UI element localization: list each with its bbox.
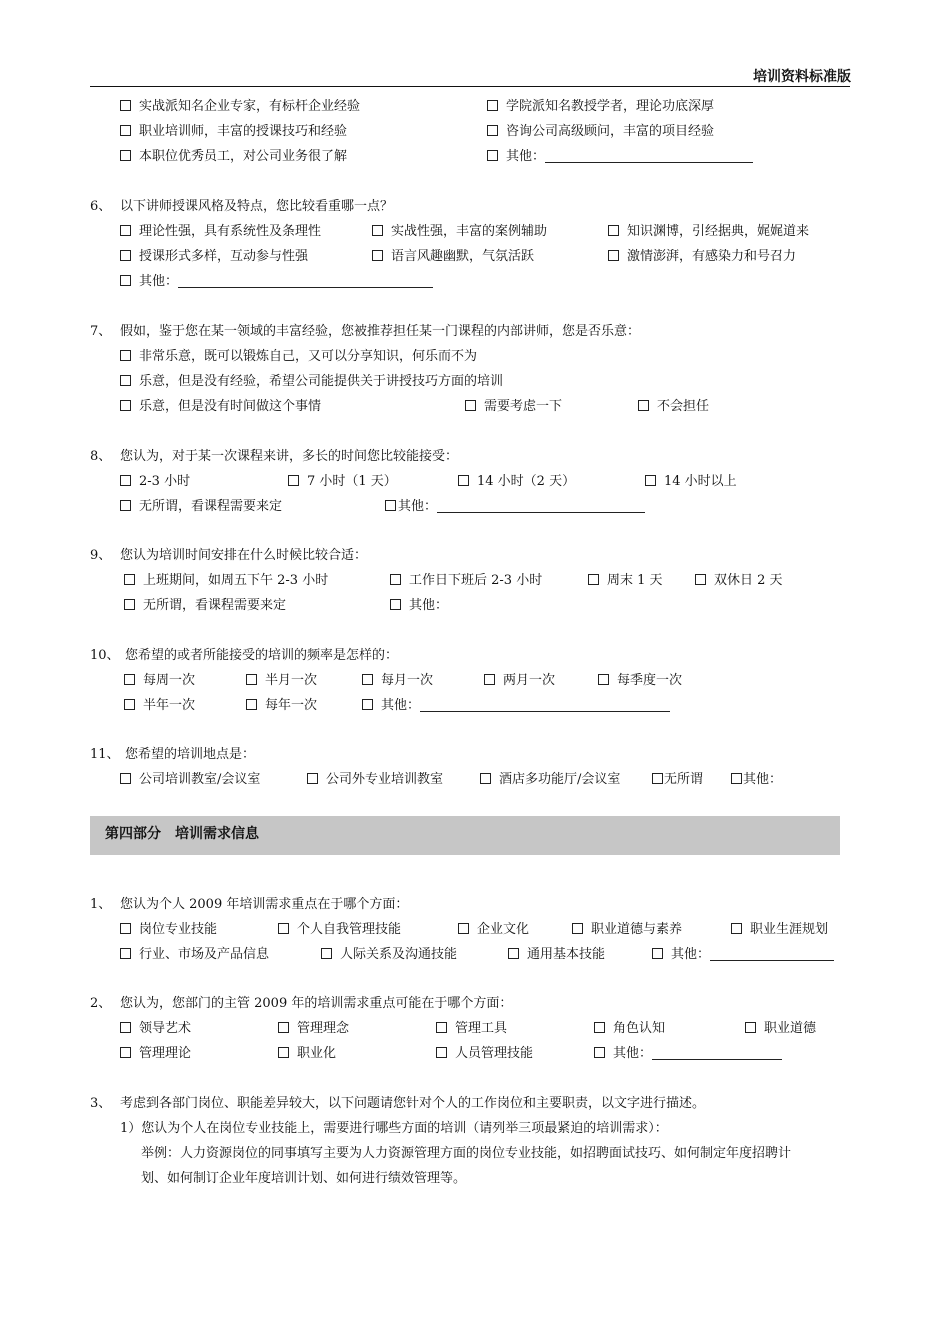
- checkbox-icon[interactable]: [588, 574, 599, 585]
- question-7: 7、 假如，鉴于您在某一领域的丰富经验，您被推荐担任某一门课程的内部讲师，您是否乐意：: [90, 324, 641, 339]
- checkbox-icon[interactable]: [124, 574, 135, 585]
- q11-option-4[interactable]: 无所谓: [652, 771, 703, 789]
- checkbox-icon[interactable]: [278, 1047, 289, 1058]
- q8-option-3[interactable]: 14 小时（2 天）: [458, 473, 575, 491]
- q6-option-6[interactable]: 激情澎湃，有感染力和号召力: [608, 248, 796, 266]
- s4q1-option-4[interactable]: 职业道德与素养: [572, 921, 682, 939]
- q7-option-2[interactable]: 乐意，但是没有经验，希望公司能提供关于讲授技巧方面的培训: [120, 373, 503, 391]
- checkbox-icon[interactable]: [652, 948, 663, 959]
- checkbox-icon[interactable]: [120, 1022, 131, 1033]
- fill-in-blank[interactable]: [420, 698, 670, 712]
- checkbox-icon[interactable]: [465, 400, 476, 411]
- checkbox-icon[interactable]: [436, 1047, 447, 1058]
- checkbox-icon[interactable]: [246, 674, 257, 685]
- q8-option-4[interactable]: 14 小时以上: [645, 473, 737, 491]
- checkbox-icon[interactable]: [695, 574, 706, 585]
- checkbox-icon[interactable]: [608, 250, 619, 261]
- q11-option-3[interactable]: 酒店多功能厅/会议室: [480, 771, 620, 789]
- q10-option-1[interactable]: 每周一次: [124, 672, 195, 690]
- s4-question-2: 2、 您认为，您部门的主管 2009 年的培训需求重点可能在于哪个方面：: [90, 996, 513, 1011]
- s4q3-example-line-2: 划、如何制订企业年度培训计划、如何进行绩效管理等。: [141, 1171, 467, 1186]
- q8-option-5[interactable]: 无所谓，看课程需要来定: [120, 498, 282, 516]
- q10-option-3[interactable]: 每月一次: [362, 672, 433, 690]
- question-9: 9、 您认为培训时间安排在什么时候比较合适：: [90, 548, 368, 563]
- checkbox-icon[interactable]: [124, 699, 135, 710]
- q5-option-1[interactable]: 实战派知名企业专家，有标杆企业经验: [120, 98, 360, 116]
- checkbox-icon[interactable]: [362, 674, 373, 685]
- q6-option-3[interactable]: 知识渊博，引经据典，娓娓道来: [608, 223, 809, 241]
- checkbox-icon[interactable]: [645, 475, 656, 486]
- checkbox-icon[interactable]: [508, 948, 519, 959]
- q9-option-1[interactable]: 上班期间，如周五下午 2-3 小时: [124, 572, 328, 590]
- q10-option-5[interactable]: 每季度一次: [598, 672, 682, 690]
- fill-in-blank[interactable]: [178, 274, 433, 288]
- checkbox-icon[interactable]: [731, 923, 742, 934]
- s4q1-option-6[interactable]: 行业、市场及产品信息: [120, 946, 269, 964]
- q9-option-5[interactable]: 无所谓，看课程需要来定: [124, 597, 286, 615]
- q7-option-5[interactable]: 不会担任: [638, 398, 709, 416]
- q6-option-2[interactable]: 实战性强，丰富的案例辅助: [372, 223, 547, 241]
- checkbox-icon[interactable]: [120, 923, 131, 934]
- section-title: 第四部分 培训需求信息: [105, 826, 259, 842]
- s4q2-option-other[interactable]: 其他：: [594, 1045, 782, 1063]
- s4q1-option-2[interactable]: 个人自我管理技能: [278, 921, 401, 939]
- checkbox-icon[interactable]: [120, 275, 131, 286]
- checkbox-icon[interactable]: [124, 599, 135, 610]
- q5-option-3[interactable]: 职业培训师，丰富的授课技巧和经验: [120, 123, 347, 141]
- q7-option-1[interactable]: 非常乐意，既可以锻炼自己，又可以分享知识，何乐而不为: [120, 348, 477, 366]
- checkbox-icon[interactable]: [120, 948, 131, 959]
- s4q1-option-7[interactable]: 人际关系及沟通技能: [321, 946, 457, 964]
- question-8: 8、 您认为，对于某一次课程来讲，多长的时间您比较能接受：: [90, 449, 459, 464]
- checkbox-icon[interactable]: [307, 773, 318, 784]
- checkbox-icon[interactable]: [120, 350, 131, 361]
- checkbox-icon[interactable]: [385, 500, 396, 511]
- q9-option-other[interactable]: 其他：: [390, 597, 448, 615]
- q10-option-7[interactable]: 每年一次: [246, 697, 317, 715]
- checkbox-icon[interactable]: [120, 125, 131, 136]
- question-10: 10、 您希望的或者所能接受的培训的频率是怎样的：: [90, 648, 399, 663]
- checkbox-icon[interactable]: [120, 1047, 131, 1058]
- checkbox-icon[interactable]: [120, 500, 131, 511]
- q11-option-2[interactable]: 公司外专业培训教室: [307, 771, 443, 789]
- q6-option-4[interactable]: 授课形式多样，互动参与性强: [120, 248, 308, 266]
- q8-option-1[interactable]: 2-3 小时: [120, 473, 190, 491]
- s4q2-option-5[interactable]: 职业道德: [745, 1020, 816, 1038]
- checkbox-icon[interactable]: [362, 699, 373, 710]
- checkbox-icon[interactable]: [487, 100, 498, 111]
- checkbox-icon[interactable]: [246, 699, 257, 710]
- checkbox-icon[interactable]: [480, 773, 491, 784]
- checkbox-icon[interactable]: [390, 599, 401, 610]
- q5-option-5[interactable]: 本职位优秀员工，对公司业务很了解: [120, 148, 347, 166]
- q7-option-4[interactable]: 需要考虑一下: [465, 398, 562, 416]
- checkbox-icon[interactable]: [652, 773, 663, 784]
- checkbox-icon[interactable]: [120, 250, 131, 261]
- q9-option-2[interactable]: 工作日下班后 2-3 小时: [390, 572, 542, 590]
- q10-option-4[interactable]: 两月一次: [484, 672, 555, 690]
- checkbox-icon[interactable]: [120, 375, 131, 386]
- s4q2-option-2[interactable]: 管理理念: [278, 1020, 349, 1038]
- q11-option-1[interactable]: 公司培训教室/会议室: [120, 771, 260, 789]
- checkbox-icon[interactable]: [731, 773, 742, 784]
- s4q1-option-other[interactable]: 其他：: [652, 946, 834, 964]
- s4q1-option-3[interactable]: 企业文化: [458, 921, 529, 939]
- s4q2-option-6[interactable]: 管理理论: [120, 1045, 191, 1063]
- q8-option-2[interactable]: 7 小时（1 天）: [288, 473, 397, 491]
- q9-option-4[interactable]: 双休日 2 天: [695, 572, 783, 590]
- q5-option-other[interactable]: 其他：: [487, 148, 753, 166]
- checkbox-icon[interactable]: [436, 1022, 447, 1033]
- s4q2-option-7[interactable]: 职业化: [278, 1045, 336, 1063]
- s4q2-option-4[interactable]: 角色认知: [594, 1020, 665, 1038]
- q10-option-other[interactable]: 其他：: [362, 697, 670, 715]
- s4q3-subquestion-1: 1）您认为个人在岗位专业技能上，需要进行哪些方面的培训（请列举三项最紧迫的培训需求）：: [120, 1121, 668, 1136]
- q5-option-2[interactable]: 学院派知名教授学者，理论功底深厚: [487, 98, 714, 116]
- fill-in-blank[interactable]: [437, 499, 645, 513]
- checkbox-icon[interactable]: [594, 1047, 605, 1058]
- s4q1-option-1[interactable]: 岗位专业技能: [120, 921, 217, 939]
- q9-option-3[interactable]: 周末 1 天: [588, 572, 663, 590]
- checkbox-icon[interactable]: [120, 773, 131, 784]
- question-11: 11、 您希望的培训地点是：: [90, 747, 256, 762]
- s4q1-option-8[interactable]: 通用基本技能: [508, 946, 605, 964]
- q6-option-1[interactable]: 理论性强，具有系统性及条理性: [120, 223, 321, 241]
- document-header-title: 培训资料标准版: [753, 69, 851, 85]
- fill-in-blank[interactable]: [545, 149, 753, 163]
- checkbox-icon[interactable]: [745, 1022, 756, 1033]
- s4q2-option-8[interactable]: 人员管理技能: [436, 1045, 533, 1063]
- checkbox-icon[interactable]: [608, 225, 619, 236]
- checkbox-icon[interactable]: [120, 100, 131, 111]
- s4q3-example-line-1: 举例：人力资源岗位的同事填写主要为人力资源管理方面的岗位专业技能，如招聘面试技巧、如何制定年度招聘计: [141, 1146, 792, 1161]
- q8-option-other[interactable]: 其他：: [385, 498, 645, 516]
- checkbox-icon[interactable]: [487, 150, 498, 161]
- q7-option-3[interactable]: 乐意，但是没有时间做这个事情: [120, 398, 321, 416]
- header-divider: [90, 86, 850, 87]
- checkbox-icon[interactable]: [120, 150, 131, 161]
- checkbox-icon[interactable]: [278, 923, 289, 934]
- checkbox-icon[interactable]: [124, 674, 135, 685]
- fill-in-blank[interactable]: [710, 947, 834, 961]
- checkbox-icon[interactable]: [594, 1022, 605, 1033]
- checkbox-icon[interactable]: [372, 225, 383, 236]
- s4-question-3: 3、 考虑到各部门岗位、职能差异较大，以下问题请您针对个人的工作岗位和主要职责，以文字进行描述。: [90, 1096, 706, 1111]
- q6-option-5[interactable]: 语言风趣幽默，气氛活跃: [372, 248, 534, 266]
- checkbox-icon[interactable]: [278, 1022, 289, 1033]
- checkbox-icon[interactable]: [120, 225, 131, 236]
- q10-option-2[interactable]: 半月一次: [246, 672, 317, 690]
- q11-option-other[interactable]: 其他：: [731, 771, 782, 789]
- checkbox-icon[interactable]: [484, 674, 495, 685]
- fill-in-blank[interactable]: [652, 1046, 782, 1060]
- checkbox-icon[interactable]: [458, 475, 469, 486]
- checkbox-icon[interactable]: [638, 400, 649, 411]
- checkbox-icon[interactable]: [390, 574, 401, 585]
- q5-option-4[interactable]: 咨询公司高级顾问，丰富的项目经验: [487, 123, 714, 141]
- q10-option-6[interactable]: 半年一次: [124, 697, 195, 715]
- question-6: 6、 以下讲师授课风格及特点，您比较看重哪一点？: [90, 199, 394, 214]
- checkbox-icon[interactable]: [487, 125, 498, 136]
- s4-question-1: 1、 您认为个人 2009 年培训需求重点在于哪个方面：: [90, 897, 409, 912]
- checkbox-icon[interactable]: [288, 475, 299, 486]
- q6-option-other[interactable]: 其他：: [120, 273, 433, 291]
- s4q1-option-5[interactable]: 职业生涯规划: [731, 921, 828, 939]
- checkbox-icon[interactable]: [120, 400, 131, 411]
- checkbox-icon[interactable]: [372, 250, 383, 261]
- checkbox-icon[interactable]: [572, 923, 583, 934]
- s4q2-option-3[interactable]: 管理工具: [436, 1020, 507, 1038]
- checkbox-icon[interactable]: [120, 475, 131, 486]
- checkbox-icon[interactable]: [321, 948, 332, 959]
- s4q2-option-1[interactable]: 领导艺术: [120, 1020, 191, 1038]
- checkbox-icon[interactable]: [458, 923, 469, 934]
- checkbox-icon[interactable]: [598, 674, 609, 685]
